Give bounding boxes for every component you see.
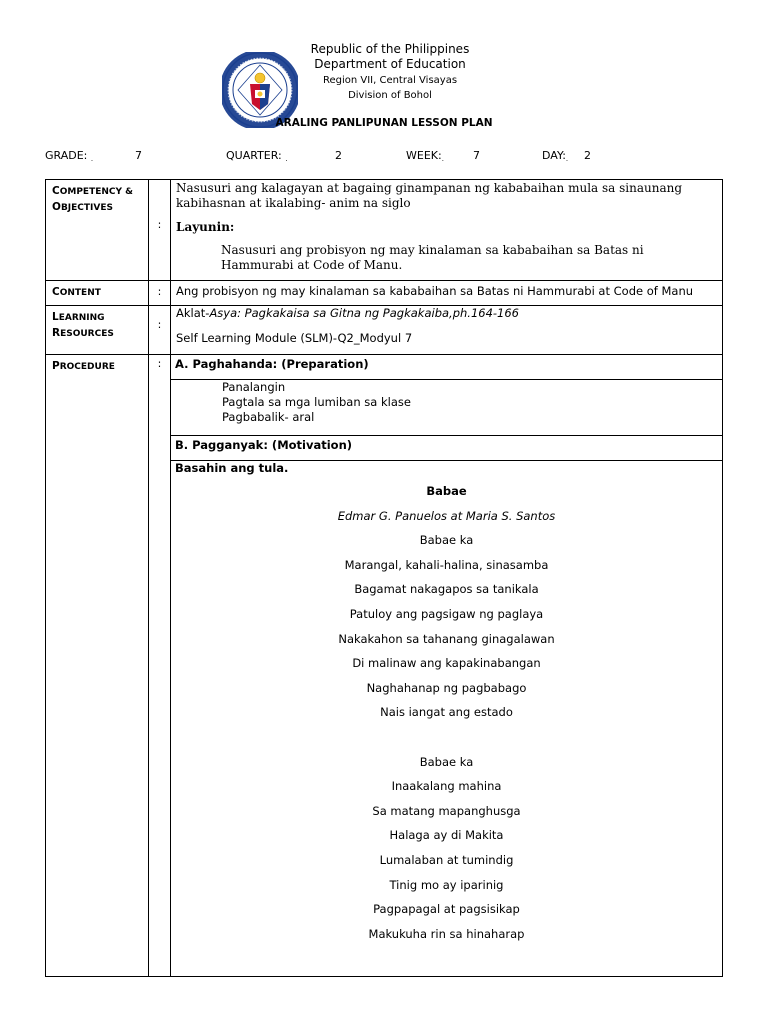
content-text: Ang probisyon ng may kinalaman sa kababaihan sa Batas ni Hammurabi at Code of Manu [171, 281, 723, 306]
preparation-heading: A. Paghahanda: (Preparation) [171, 355, 723, 380]
poem-line: Patuloy ang pagsigaw ng paglaya [349, 606, 544, 621]
agency-header [300, 42, 480, 103]
poem-line: Nakakahon sa tahanang ginagalawan [338, 631, 555, 646]
poem-line: Nais iangat ang estado [380, 705, 513, 720]
poem-line: Naghahanap ng pagbabago [366, 680, 527, 695]
content-label: CONTENT [46, 281, 149, 306]
competency-row [46, 180, 723, 281]
poem-line: Di malinaw ang kapakinabangan [352, 656, 541, 671]
competency-label: COMPETENCY & OBJECTIVES [46, 180, 149, 281]
objective-item [176, 243, 717, 273]
stanza-break [175, 725, 718, 750]
bullet-icon [199, 243, 221, 273]
poem-line: Pagpapagal at pagsisikap [373, 902, 520, 917]
lesson-plan-table [45, 179, 723, 977]
poem [175, 479, 718, 946]
reading-instruction: Basahin ang tula. [175, 461, 289, 475]
week-value: 7 [473, 149, 480, 162]
header-line-1: Republic of the Philippines [310, 42, 470, 56]
day-value: 2 [584, 149, 591, 162]
header-line-4: Division of Bohol [348, 90, 432, 101]
poem-line: Inaakalang mahina [391, 779, 502, 794]
content-colon: : [149, 281, 171, 306]
bullet-icon [200, 395, 222, 410]
bullet-icon [200, 410, 222, 425]
procedure-row [46, 355, 723, 380]
quarter-label: QUARTER: . [226, 149, 288, 163]
poem-cell [171, 461, 723, 977]
objective-text: Nasusuri ang probisyon ng may kinalaman sa kababaihan sa Batas ni Hammurabi at Code of Manu. [221, 243, 644, 272]
procedure-colon: : [149, 355, 171, 977]
grade-value: 7 [135, 149, 142, 162]
poem-line: Makukuha rin sa hinaharap [368, 926, 525, 941]
resource-book: Aklat-Asya: Pagkakaisa sa Gitna ng Pagkakaiba,ph.164-166 [176, 306, 519, 320]
poem-line: Tinig mo ay iparinig [389, 877, 504, 892]
header-line-3: Region VII, Central Visayas [322, 75, 458, 86]
bullet-icon [200, 380, 222, 395]
layunin-heading: Layunin: [176, 220, 235, 234]
competency-cell [171, 180, 723, 281]
day-label: DAY:. [542, 149, 569, 163]
procedure-label: PROCEDURE [46, 355, 149, 977]
competency-text: Nasusuri ang kalagayan at bagaing ginampanan ng kababaihan mula sa sinaunang kabihasnan at ikalabing- anim na siglo [176, 181, 683, 210]
poem-line: Halaga ay di Makita [389, 828, 504, 843]
resources-label: LEARNING RESOURCES [46, 306, 149, 355]
poem-line: Babae ka [419, 533, 474, 548]
preparation-list [171, 380, 723, 436]
grade-label: GRADE: . [45, 149, 94, 163]
document-title: ARALING PANLIPUNAN LESSON PLAN [275, 117, 493, 129]
resources-cell [171, 306, 723, 355]
poem-title: Babae [426, 484, 467, 498]
quarter-value: 2 [335, 149, 342, 162]
week-label: WEEK:. [406, 149, 444, 163]
resources-colon: : [149, 306, 171, 355]
poem-line: Lumalaban at tumindig [379, 852, 514, 867]
competency-colon: : [149, 180, 171, 281]
poem-line: Babae ka [419, 754, 474, 769]
poem-line: Sa matang mapanghusga [372, 803, 521, 818]
motivation-heading: B. Pagganyak: (Motivation) [171, 436, 723, 461]
prep-item-3: Pagbabalik- aral [200, 410, 722, 425]
resources-row [46, 306, 723, 355]
prep-item-1: Panalangin [200, 380, 722, 395]
content-row [46, 281, 723, 306]
header-line-2: Department of Education [314, 57, 466, 71]
resource-module: Self Learning Module (SLM)-Q2_Modyul 7 [176, 331, 413, 345]
poem-line: Marangal, kahali-halina, sinasamba [344, 557, 549, 572]
prep-item-2: Pagtala sa mga lumiban sa klase [200, 395, 722, 410]
poem-authors: Edmar G. Panuelos at Maria S. Santos [337, 508, 556, 523]
poem-line: Bagamat nakagapos sa tanikala [354, 582, 539, 597]
